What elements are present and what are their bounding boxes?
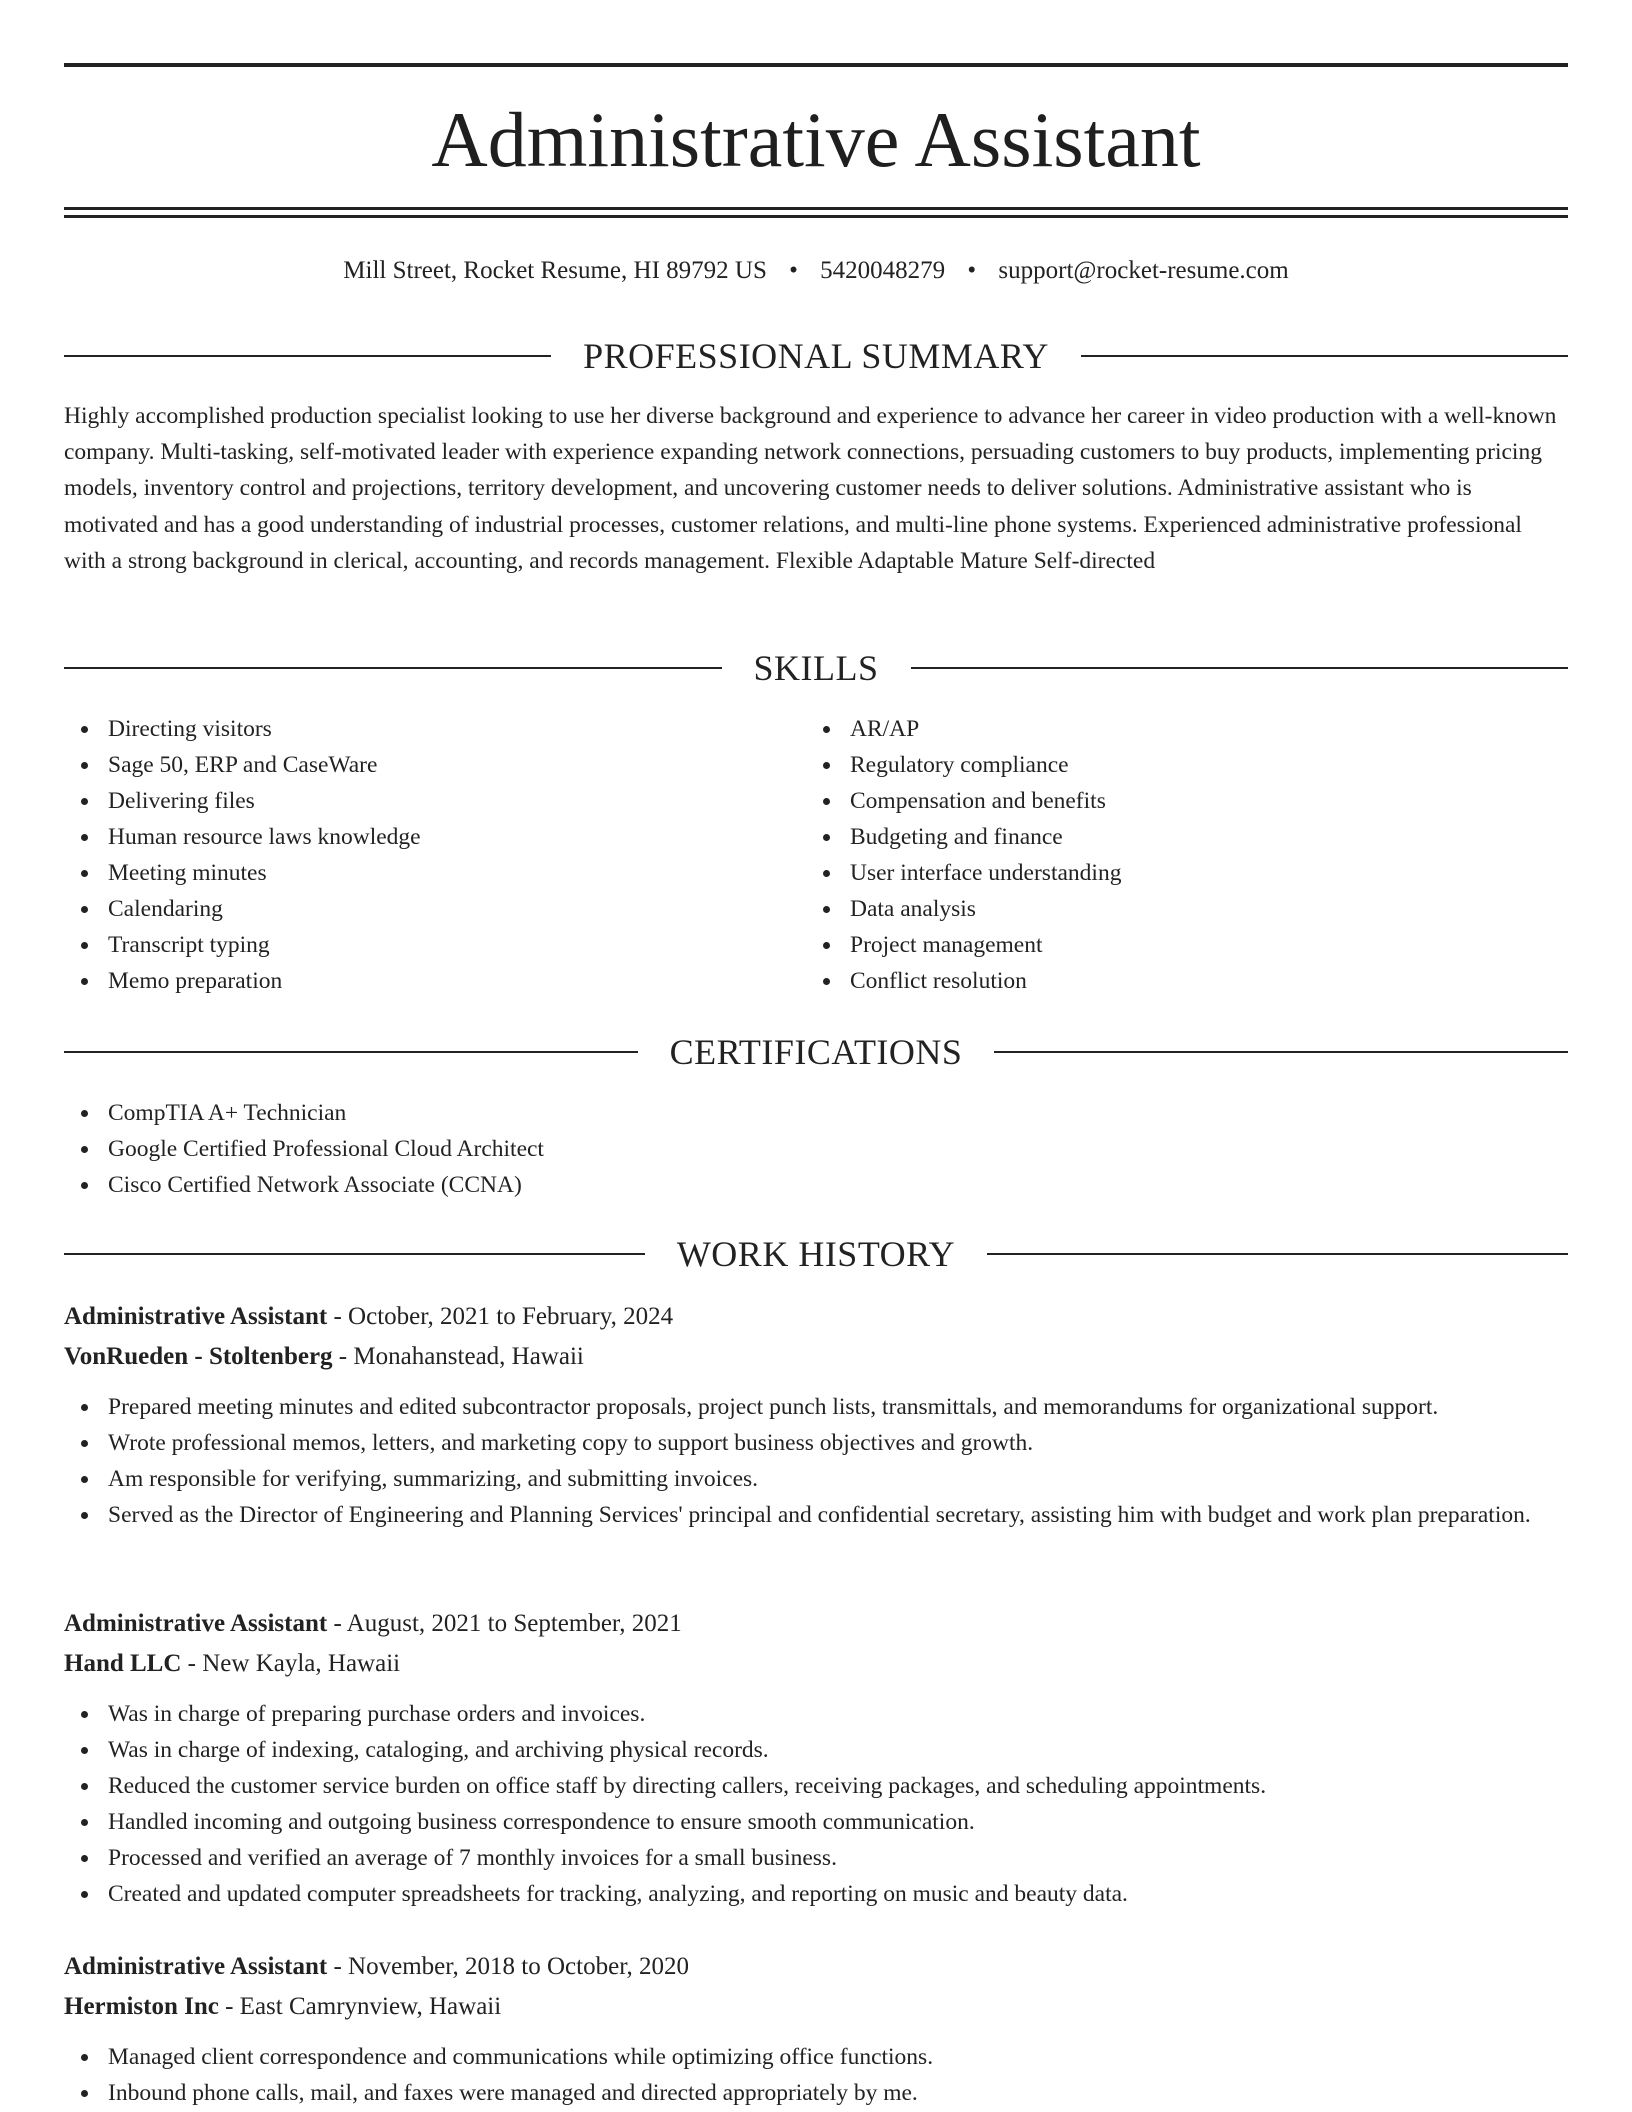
skill-item: Conflict resolution [806, 963, 1566, 999]
heading-rule-left [64, 667, 722, 669]
resume-title: Administrative Assistant [431, 96, 1201, 183]
skills-heading [64, 646, 1568, 690]
work-title: WORK HISTORY [676, 1234, 956, 1274]
job-company: Hand LLC [64, 1650, 182, 1677]
job-entry [64, 1947, 1568, 2111]
job-location: - East Camrynview, Hawaii [225, 1993, 502, 2020]
skill-item: Directing visitors [64, 711, 784, 747]
job-title-line [64, 1297, 1568, 1337]
job-entry [64, 1604, 1568, 1912]
skill-item: Regulatory compliance [806, 747, 1566, 783]
skill-item: Budgeting and finance [806, 819, 1566, 855]
certifications-heading [64, 1030, 1568, 1074]
skill-item: Memo preparation [64, 963, 784, 999]
job-company-line [64, 1644, 1568, 1684]
job-company: VonRueden - Stoltenberg [64, 1343, 333, 1370]
job-title-line [64, 1947, 1568, 1987]
job-dates: - October, 2021 to February, 2024 [333, 1303, 674, 1330]
job-bullet: Prepared meeting minutes and edited subcontractor proposals, project punch lists, transmittals, and memorandums for organizational support. [64, 1389, 1568, 1425]
job-bullets [64, 1696, 1568, 1912]
job-dates: - August, 2021 to September, 2021 [333, 1610, 682, 1637]
job-dates: - November, 2018 to October, 2020 [333, 1953, 690, 1980]
skill-item: Project management [806, 927, 1566, 963]
job-location: - New Kayla, Hawaii [187, 1650, 401, 1677]
skills-list-left [64, 711, 784, 999]
heading-rule-right [994, 1051, 1568, 1053]
heading-rule-left [64, 355, 551, 357]
skill-item: Delivering files [64, 783, 784, 819]
title-rule-upper [64, 207, 1568, 210]
job-bullet: Processed and verified an average of 7 monthly invoices for a small business. [64, 1840, 1568, 1876]
contact-line [64, 253, 1568, 289]
job-location: - Monahanstead, Hawaii [338, 1343, 584, 1370]
certifications-list [64, 1095, 1568, 1203]
skill-item: User interface understanding [806, 855, 1566, 891]
job-bullet: Was in charge of indexing, cataloging, and archiving physical records. [64, 1732, 1568, 1768]
skill-item: Transcript typing [64, 927, 784, 963]
job-bullet: Wrote professional memos, letters, and marketing copy to support business objectives and growth. [64, 1425, 1568, 1461]
job-company-line [64, 1337, 1568, 1377]
job-bullet: Served as the Director of Engineering and Planning Services' principal and confidential secretary, assisting him with budget and work plan preparation. [64, 1497, 1568, 1533]
heading-rule-right [987, 1253, 1568, 1255]
job-entry [64, 1297, 1568, 1533]
job-title: Administrative Assistant [64, 1953, 328, 1980]
heading-rule-right [911, 667, 1569, 669]
skills-list-right [806, 711, 1566, 999]
contact-email: support@rocket-resume.com [998, 257, 1289, 284]
heading-rule-left [64, 1253, 645, 1255]
contact-separator: • [789, 257, 798, 284]
skills-title: SKILLS [753, 648, 879, 688]
skill-item: Meeting minutes [64, 855, 784, 891]
skill-item: Calendaring [64, 891, 784, 927]
certifications-title: CERTIFICATIONS [669, 1032, 963, 1072]
job-bullet: Handled incoming and outgoing business correspondence to ensure smooth communication. [64, 1804, 1568, 1840]
job-company-line [64, 1987, 1568, 2027]
work-heading [64, 1232, 1568, 1276]
skill-item: Sage 50, ERP and CaseWare [64, 747, 784, 783]
job-company: Hermiston Inc [64, 1993, 219, 2020]
skill-item: AR/AP [806, 711, 1566, 747]
contact-separator: • [967, 257, 977, 284]
job-title: Administrative Assistant [64, 1303, 328, 1330]
skill-item: Data analysis [806, 891, 1566, 927]
job-bullets [64, 1389, 1568, 1533]
job-bullet: Was in charge of preparing purchase orders and invoices. [64, 1696, 1568, 1732]
summary-title: PROFESSIONAL SUMMARY [583, 336, 1049, 376]
title-rule-lower [64, 215, 1568, 218]
job-bullet: Created and updated computer spreadsheets for tracking, analyzing, and reporting on music and beauty data. [64, 1876, 1568, 1912]
certification-item: Cisco Certified Network Associate (CCNA) [64, 1167, 1568, 1203]
job-bullet: Inbound phone calls, mail, and faxes were managed and directed appropriately by me. [64, 2075, 1568, 2111]
contact-address: Mill Street, Rocket Resume, HI 89792 US [343, 257, 767, 284]
certification-item: CompTIA A+ Technician [64, 1095, 1568, 1131]
summary-text: Highly accomplished production specialist looking to use her diverse background and experience to advance her career in video production with a well-known company. Multi-tasking, self-motivated leader with experience expanding network connections, persuading customers to buy products, implementing pricing models, inventory control and projections, territory development, and uncovering customer needs to deliver solutions. Administrative assistant who is motivated and has a good understanding of industrial processes, customer relations, and multi-line phone systems. Experienced administrative professional with a strong background in clerical, accounting, and records management. Flexible Adaptable Mature Self-directed [64, 403, 1557, 574]
job-title: Administrative Assistant [64, 1610, 328, 1637]
skill-item: Human resource laws knowledge [64, 819, 784, 855]
job-bullets [64, 2039, 1568, 2111]
job-bullet: Am responsible for verifying, summarizing, and submitting invoices. [64, 1461, 1568, 1497]
summary-heading [64, 334, 1568, 378]
heading-rule-right [1081, 355, 1568, 357]
certification-item: Google Certified Professional Cloud Architect [64, 1131, 1568, 1167]
heading-rule-left [64, 1051, 638, 1053]
job-title-line [64, 1604, 1568, 1644]
job-bullet: Reduced the customer service burden on office staff by directing callers, receiving packages, and scheduling appointments. [64, 1768, 1568, 1804]
skill-item: Compensation and benefits [806, 783, 1566, 819]
top-rule [64, 63, 1568, 67]
job-bullet: Managed client correspondence and communications while optimizing office functions. [64, 2039, 1568, 2075]
contact-phone: 5420048279 [820, 257, 946, 284]
